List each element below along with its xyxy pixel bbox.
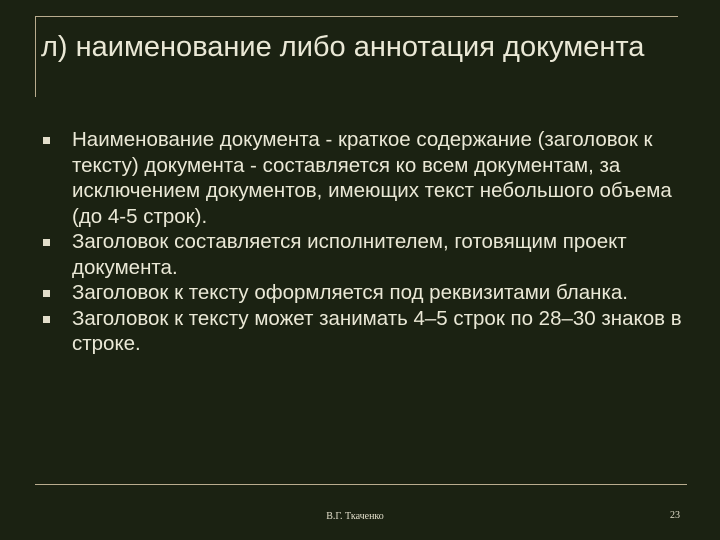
slide-title: л) наименование либо аннотация документа bbox=[41, 31, 645, 63]
bullet-item bbox=[42, 306, 682, 357]
title-frame-left-rule bbox=[35, 16, 36, 97]
bullet-text: Заголовок к тексту оформляется под реквизитами бланка. bbox=[72, 281, 628, 304]
square-bullet-icon bbox=[43, 137, 50, 144]
bullet-item bbox=[42, 229, 682, 280]
bullet-item bbox=[42, 127, 682, 229]
bullet-item bbox=[42, 280, 682, 306]
square-bullet-icon bbox=[43, 239, 50, 246]
bullet-text: Заголовок составляется исполнителем, готовящим проект документа. bbox=[72, 230, 627, 279]
bullet-text: Заголовок к тексту может занимать 4–5 строк по 28–30 знаков в строке. bbox=[72, 306, 682, 355]
footer-author: В.Г. Ткаченко bbox=[326, 511, 384, 522]
bullet-text: Наименование документа - краткое содержание (заголовок к тексту) документа - составляется ко всем документам, за исключением документов, имеющих текст небольшого объема (до 4-5 строк). bbox=[72, 128, 672, 228]
bullet-list bbox=[42, 127, 682, 357]
page-number: 23 bbox=[670, 510, 680, 521]
footer-rule bbox=[35, 484, 687, 485]
title-frame-top-rule bbox=[35, 16, 678, 17]
square-bullet-icon bbox=[43, 316, 50, 323]
square-bullet-icon bbox=[43, 290, 50, 297]
